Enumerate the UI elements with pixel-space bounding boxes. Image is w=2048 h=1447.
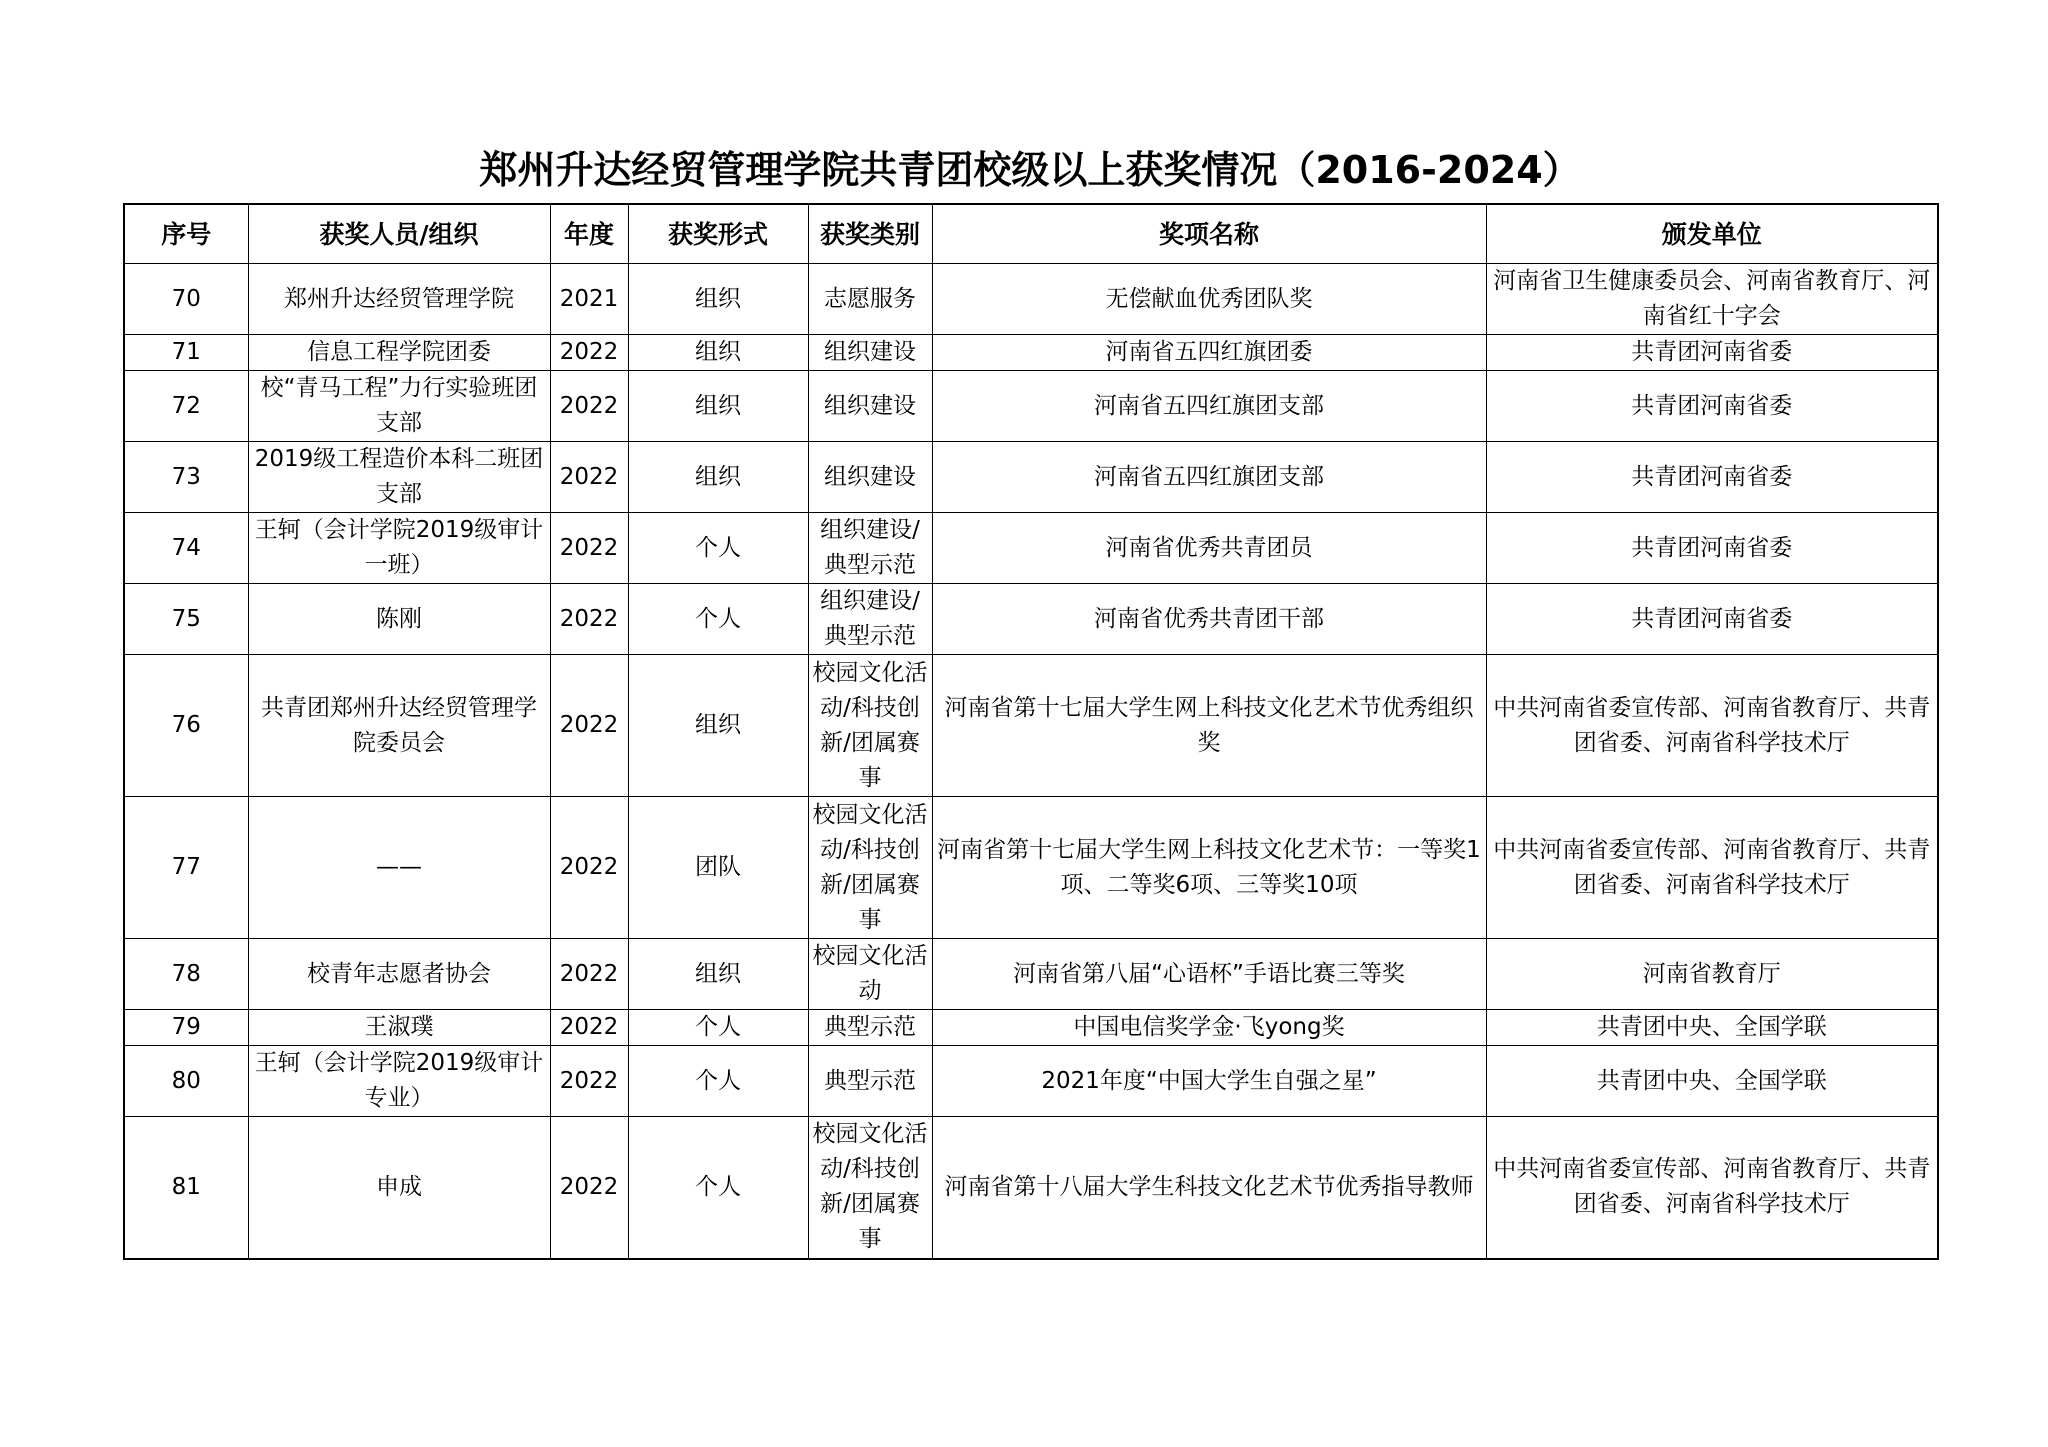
- table-row: [124, 939, 1938, 1010]
- cell-year: 2022: [550, 584, 628, 655]
- table-row: [124, 655, 1938, 797]
- column-header-issuer: 颁发单位: [1486, 204, 1938, 264]
- cell-recipient: 申成: [248, 1117, 550, 1259]
- table-row: [124, 1046, 1938, 1117]
- cell-year: 2022: [550, 1117, 628, 1259]
- cell-category: 校园文化活动/科技创新/团属赛事: [808, 655, 932, 797]
- cell-form: 个人: [628, 1117, 808, 1259]
- cell-award: 河南省优秀共青团员: [932, 513, 1486, 584]
- cell-year: 2021: [550, 264, 628, 335]
- cell-form: 个人: [628, 1010, 808, 1046]
- table-row: [124, 797, 1938, 939]
- cell-index: 78: [124, 939, 248, 1010]
- cell-category: 组织建设: [808, 335, 932, 371]
- cell-award: 中国电信奖学金·飞yong奖: [932, 1010, 1486, 1046]
- table-row: [124, 584, 1938, 655]
- page-title: 郑州升达经贸管理学院共青团校级以上获奖情况（2016-2024）: [479, 148, 1581, 192]
- cell-year: 2022: [550, 1010, 628, 1046]
- cell-index: 73: [124, 442, 248, 513]
- cell-issuer: 共青团中央、全国学联: [1486, 1046, 1938, 1117]
- cell-category: 组织建设: [808, 371, 932, 442]
- awards-table: [123, 203, 1939, 1260]
- cell-award: 河南省第十七届大学生网上科技文化艺术节：一等奖1项、二等奖6项、三等奖10项: [932, 797, 1486, 939]
- cell-award: 河南省第十七届大学生网上科技文化艺术节优秀组织奖: [932, 655, 1486, 797]
- cell-award: 河南省优秀共青团干部: [932, 584, 1486, 655]
- table-header-row: [124, 204, 1938, 264]
- table-row: [124, 513, 1938, 584]
- cell-year: 2022: [550, 939, 628, 1010]
- cell-issuer: 共青团河南省委: [1486, 442, 1938, 513]
- cell-recipient: 陈刚: [248, 584, 550, 655]
- table-row: [124, 1117, 1938, 1259]
- cell-recipient: 王淑璞: [248, 1010, 550, 1046]
- cell-category: 典型示范: [808, 1010, 932, 1046]
- cell-index: 80: [124, 1046, 248, 1117]
- cell-recipient: 王轲（会计学院2019级审计专业）: [248, 1046, 550, 1117]
- cell-index: 70: [124, 264, 248, 335]
- cell-category: 志愿服务: [808, 264, 932, 335]
- cell-form: 个人: [628, 584, 808, 655]
- column-header-category: 获奖类别: [808, 204, 932, 264]
- cell-index: 81: [124, 1117, 248, 1259]
- cell-issuer: 共青团中央、全国学联: [1486, 1010, 1938, 1046]
- cell-award: 河南省五四红旗团支部: [932, 442, 1486, 513]
- cell-recipient: 共青团郑州升达经贸管理学院委员会: [248, 655, 550, 797]
- cell-year: 2022: [550, 1046, 628, 1117]
- cell-award: 河南省第八届“心语杯”手语比赛三等奖: [932, 939, 1486, 1010]
- column-header-form: 获奖形式: [628, 204, 808, 264]
- cell-issuer: 河南省卫生健康委员会、河南省教育厅、河南省红十字会: [1486, 264, 1938, 335]
- cell-recipient: 王轲（会计学院2019级审计一班）: [248, 513, 550, 584]
- cell-award: 河南省五四红旗团支部: [932, 371, 1486, 442]
- cell-issuer: 共青团河南省委: [1486, 584, 1938, 655]
- cell-index: 74: [124, 513, 248, 584]
- cell-category: 组织建设: [808, 442, 932, 513]
- cell-index: 75: [124, 584, 248, 655]
- cell-index: 72: [124, 371, 248, 442]
- cell-form: 组织: [628, 442, 808, 513]
- cell-award: 河南省五四红旗团委: [932, 335, 1486, 371]
- cell-category: 校园文化活动: [808, 939, 932, 1010]
- cell-award: 无偿献血优秀团队奖: [932, 264, 1486, 335]
- cell-form: 组织: [628, 264, 808, 335]
- cell-issuer: 共青团河南省委: [1486, 335, 1938, 371]
- cell-year: 2022: [550, 442, 628, 513]
- cell-issuer: 共青团河南省委: [1486, 513, 1938, 584]
- cell-recipient: 校“青马工程”力行实验班团支部: [248, 371, 550, 442]
- table-row: [124, 335, 1938, 371]
- cell-year: 2022: [550, 655, 628, 797]
- table-row: [124, 264, 1938, 335]
- cell-year: 2022: [550, 797, 628, 939]
- cell-category: 组织建设/典型示范: [808, 584, 932, 655]
- cell-form: 个人: [628, 1046, 808, 1117]
- cell-form: 个人: [628, 513, 808, 584]
- cell-recipient: 校青年志愿者协会: [248, 939, 550, 1010]
- table-row: [124, 371, 1938, 442]
- cell-recipient: 2019级工程造价本科二班团支部: [248, 442, 550, 513]
- cell-index: 77: [124, 797, 248, 939]
- cell-category: 组织建设/典型示范: [808, 513, 932, 584]
- cell-recipient: 信息工程学院团委: [248, 335, 550, 371]
- cell-recipient: 郑州升达经贸管理学院: [248, 264, 550, 335]
- table-row: [124, 1010, 1938, 1046]
- table-row: [124, 442, 1938, 513]
- column-header-index: 序号: [124, 204, 248, 264]
- cell-category: 典型示范: [808, 1046, 932, 1117]
- column-header-year: 年度: [550, 204, 628, 264]
- cell-recipient: ——: [248, 797, 550, 939]
- cell-form: 组织: [628, 939, 808, 1010]
- cell-year: 2022: [550, 335, 628, 371]
- cell-form: 组织: [628, 655, 808, 797]
- cell-form: 团队: [628, 797, 808, 939]
- cell-form: 组织: [628, 371, 808, 442]
- cell-year: 2022: [550, 371, 628, 442]
- cell-index: 76: [124, 655, 248, 797]
- cell-year: 2022: [550, 513, 628, 584]
- column-header-award: 奖项名称: [932, 204, 1486, 264]
- cell-issuer: 中共河南省委宣传部、河南省教育厅、共青团省委、河南省科学技术厅: [1486, 655, 1938, 797]
- cell-issuer: 共青团河南省委: [1486, 371, 1938, 442]
- column-header-recipient: 获奖人员/组织: [248, 204, 550, 264]
- cell-category: 校园文化活动/科技创新/团属赛事: [808, 797, 932, 939]
- cell-award: 2021年度“中国大学生自强之星”: [932, 1046, 1486, 1117]
- cell-index: 79: [124, 1010, 248, 1046]
- cell-issuer: 中共河南省委宣传部、河南省教育厅、共青团省委、河南省科学技术厅: [1486, 1117, 1938, 1259]
- cell-category: 校园文化活动/科技创新/团属赛事: [808, 1117, 932, 1259]
- cell-form: 组织: [628, 335, 808, 371]
- cell-award: 河南省第十八届大学生科技文化艺术节优秀指导教师: [932, 1117, 1486, 1259]
- cell-issuer: 河南省教育厅: [1486, 939, 1938, 1010]
- cell-issuer: 中共河南省委宣传部、河南省教育厅、共青团省委、河南省科学技术厅: [1486, 797, 1938, 939]
- cell-index: 71: [124, 335, 248, 371]
